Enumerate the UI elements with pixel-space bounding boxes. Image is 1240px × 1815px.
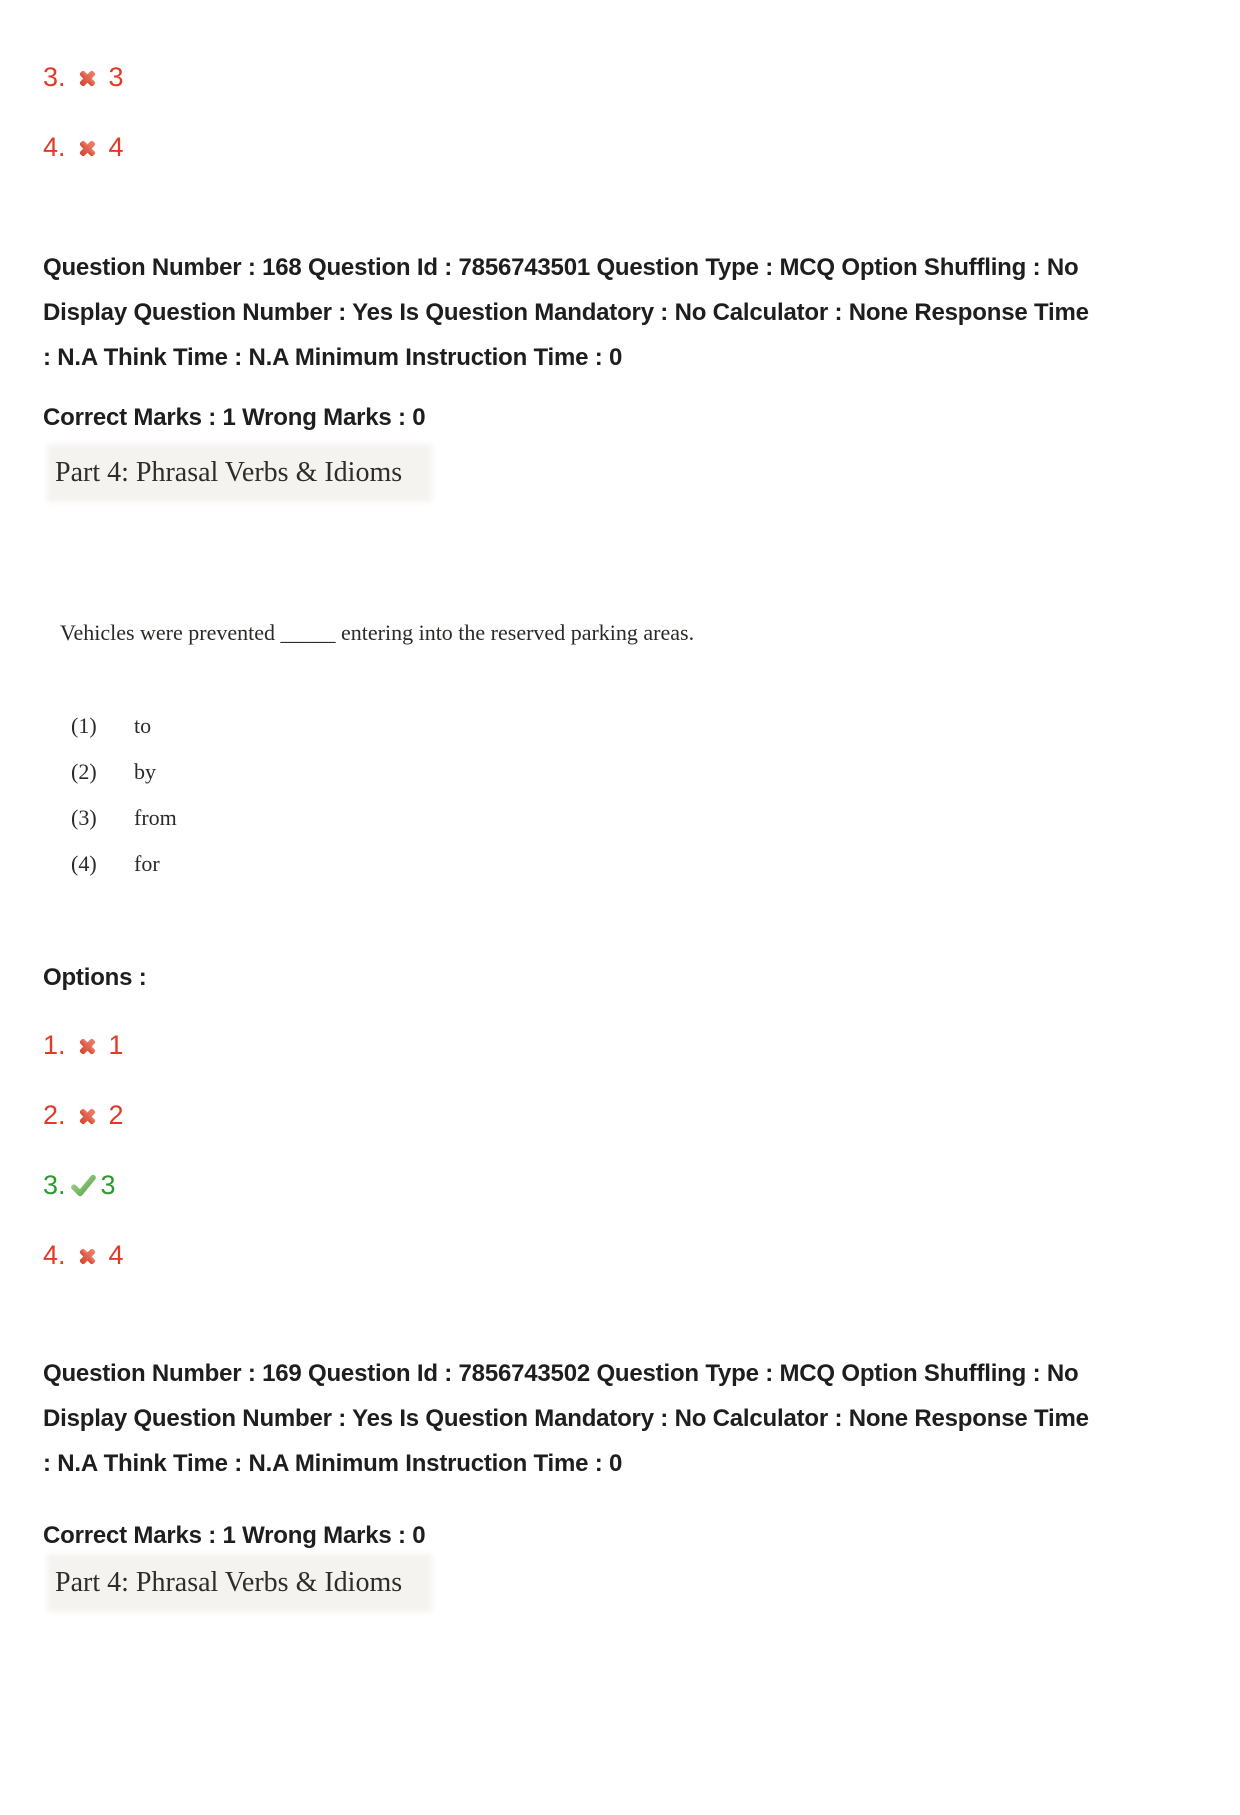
choice-number: (1) xyxy=(71,713,97,738)
section-title-image-wrap xyxy=(43,448,1220,498)
option-value: 2 xyxy=(108,1100,124,1130)
option-value: 3 xyxy=(108,62,124,92)
answer-option-row xyxy=(43,1028,1220,1062)
options-heading: Options : xyxy=(43,964,147,991)
metadata-line: : N.A Think Time : N.A Minimum Instruction Time : 0 xyxy=(43,344,623,371)
wrong-cross-icon xyxy=(77,1036,98,1057)
option-number: 4. xyxy=(43,132,66,162)
choice-number: (3) xyxy=(71,805,97,830)
choice-text: from xyxy=(134,805,177,830)
question-168-metadata xyxy=(43,245,1220,380)
metadata-line: Question Number : 168 Question Id : 7856743501 Question Type : MCQ Option Shuffling : No xyxy=(43,254,1079,281)
question-choices-image xyxy=(71,703,1220,887)
correct-check-icon xyxy=(70,1172,97,1199)
question-169-marks-line: Correct Marks : 1 Wrong Marks : 0 xyxy=(43,1522,426,1549)
choice-row xyxy=(71,841,1220,887)
choice-text: by xyxy=(134,759,156,784)
answer-key-page xyxy=(0,60,1240,1815)
option-value: 4 xyxy=(108,132,124,162)
choice-row xyxy=(71,795,1220,841)
question-169-metadata xyxy=(43,1351,1220,1486)
answer-option-row-correct xyxy=(43,1168,1220,1202)
option-number: 3. xyxy=(43,62,66,92)
choice-row xyxy=(71,749,1220,795)
choice-text: for xyxy=(134,851,160,876)
metadata-line: Question Number : 169 Question Id : 7856743502 Question Type : MCQ Option Shuffling : No xyxy=(43,1360,1079,1387)
option-number: 2. xyxy=(43,1100,66,1130)
option-number: 3. xyxy=(43,1170,66,1200)
choice-text: to xyxy=(134,713,152,738)
metadata-line: Display Question Number : Yes Is Question Mandatory : No Calculator : None Response Time xyxy=(43,1405,1089,1432)
option-number: 4. xyxy=(43,1240,66,1270)
choice-number: (4) xyxy=(71,851,97,876)
question-168-marks-line: Correct Marks : 1 Wrong Marks : 0 xyxy=(43,404,426,431)
wrong-cross-icon xyxy=(77,138,98,159)
answer-option-row xyxy=(43,1238,1220,1272)
answer-option-row xyxy=(43,1098,1220,1132)
option-value: 4 xyxy=(108,1240,124,1270)
question-text-image: Vehicles were prevented _____ entering into the reserved parking areas. xyxy=(60,620,695,645)
option-value: 1 xyxy=(108,1030,124,1060)
answer-option-row xyxy=(43,130,1220,164)
wrong-cross-icon xyxy=(77,68,98,89)
option-value: 3 xyxy=(100,1170,116,1200)
wrong-cross-icon xyxy=(77,1246,98,1267)
metadata-line: Display Question Number : Yes Is Question Mandatory : No Calculator : None Response Time xyxy=(43,299,1089,326)
choice-row xyxy=(71,703,1220,749)
metadata-line: : N.A Think Time : N.A Minimum Instruction Time : 0 xyxy=(43,1450,623,1477)
choice-number: (2) xyxy=(71,759,97,784)
option-number: 1. xyxy=(43,1030,66,1060)
wrong-cross-icon xyxy=(77,1106,98,1127)
section-title-image-wrap xyxy=(43,1558,1220,1608)
section-title-image: Part 4: Phrasal Verbs & Idioms xyxy=(51,448,428,498)
answer-option-row xyxy=(43,60,1220,94)
section-title-image: Part 4: Phrasal Verbs & Idioms xyxy=(51,1558,428,1608)
